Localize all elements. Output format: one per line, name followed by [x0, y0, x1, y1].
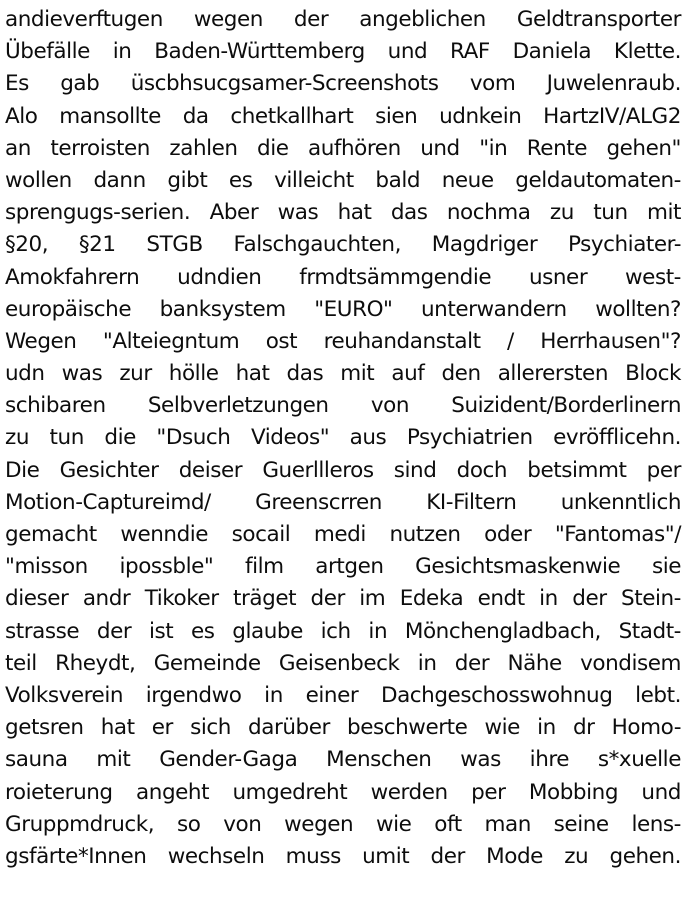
text-line: Volksverein irgendwo in einer Dachgeschosswohnug lebt.: [5, 682, 681, 708]
text-line: Wegen "Alteiegntum ost reuhandanstalt / Herrhausen"?: [5, 328, 681, 354]
text-line: Gruppmdruck, so von wegen wie oft man seine lens-: [5, 811, 681, 837]
text-line: europäische banksystem "EURO" unterwandern wollten?: [5, 296, 681, 322]
text-line: dieser andr Tikoker träget der im Edeka endt in der Stein-: [5, 586, 681, 612]
text-line: udn was zur hölle hat das mit auf den allerersten Block: [5, 361, 681, 387]
text-line: andieverftugen wegen der angeblichen Geldtransporter: [5, 7, 681, 32]
text-line: gsfärte*Innen wechseln muss umit der Mode zu gehen.: [5, 843, 681, 869]
text-line: §20, §21 STGB Falschgauchten, Magdriger Psychiater-: [5, 232, 681, 258]
text-line: zu tun die "Dsuch Videos" aus Psychiatrien evröfflicehn.: [5, 425, 681, 451]
text-line: roieterung angeht umgedreht werden per Mobbing und: [5, 779, 681, 805]
text-line: Alo mansollte da chetkallhart sien udnkein HartzIV/ALG2: [5, 103, 681, 129]
text-line: Motion-Captureimd/ Greenscrren KI-Filtern unkenntlich: [5, 489, 681, 515]
text-line: schibaren Selbverletzungen von Suizident/Borderlinern: [5, 393, 681, 419]
text-line: an terroisten zahlen die aufhören und "in Rente gehen": [5, 135, 681, 161]
text-line: Es gab üscbhsucgsamer-Screenshots vom Juwelenraub.: [5, 71, 681, 97]
text-line: strasse der ist es glaube ich in Mönchengladbach, Stadt-: [5, 618, 681, 644]
text-line: teil Rheydt, Gemeinde Geisenbeck in der Nähe vondisem: [5, 650, 681, 676]
text-line: "misson ipossble" film artgen Gesichtsmaskenwie sie: [5, 554, 681, 580]
text-line: wollen dann gibt es villeicht bald neue geldautomaten-: [5, 167, 681, 193]
text-line: sauna mit Gender-Gaga Menschen was ihre s*xuelle: [5, 747, 681, 773]
text-line: Die Gesichter deiser Guerllleros sind doch betsimmt per: [5, 457, 681, 483]
text-line: getsren hat er sich darüber beschwerte wie in dr Homo-: [5, 715, 681, 741]
text-line: Übefälle in Baden-Württemberg und RAF Daniela Klette.: [5, 39, 681, 65]
text-line: sprengugs-serien. Aber was hat das nochma zu tun mit: [5, 200, 681, 226]
text-body: [5, 4, 681, 873]
text-line: Amokfahrern udndien frmdtsämmgendie usner west-: [5, 264, 681, 290]
text-line: gemacht wenndie socail medi nutzen oder "Fantomas"/: [5, 522, 681, 547]
